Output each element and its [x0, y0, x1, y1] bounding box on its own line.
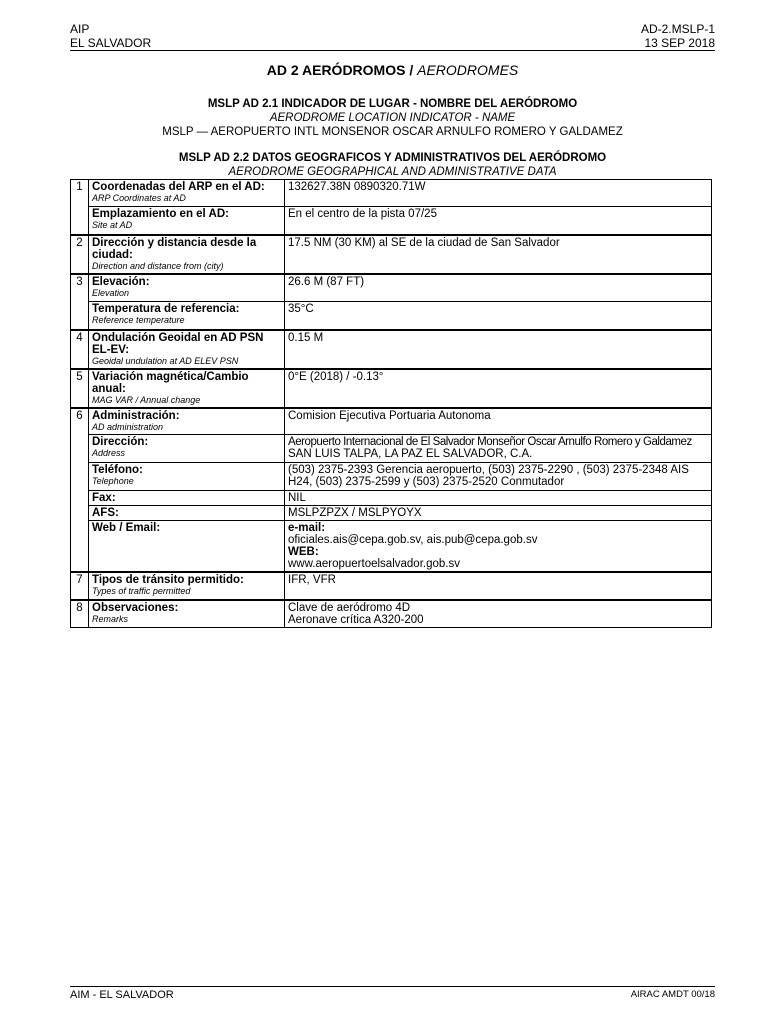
- row-number: 8: [71, 600, 89, 628]
- table-row: [71, 330, 712, 369]
- footer-divider: [70, 986, 715, 987]
- row-number: 1: [71, 180, 89, 235]
- email-value: oficiales.ais@cepa.gob.sv, ais.pub@cepa.gob.sv: [288, 534, 538, 546]
- data-table: [70, 179, 712, 628]
- header-aip: AIP: [70, 22, 90, 36]
- table-row: [71, 435, 712, 463]
- web-value: www.aeropuertoelsalvador.gob.sv: [288, 558, 460, 570]
- row-label: Dirección y distancia desde la ciudad: Direction and distance from (city): [89, 235, 285, 274]
- table-row: [71, 369, 712, 408]
- page-footer: [70, 989, 715, 1001]
- row-value: Aeropuerto Internacional de El Salvador Monseñor Oscar Arnulfo Romero y Galdamez SAN LUIS TALPA, LA PAZ EL SALVADOR, C.A.: [285, 435, 712, 463]
- row-value: NIL: [285, 491, 712, 506]
- title-en: AERODROMES: [417, 62, 519, 78]
- row-value: 26.6 M (87 FT): [285, 274, 712, 302]
- header-date: 13 SEP 2018: [644, 36, 715, 50]
- row-label: Ondulación Geoidal en AD PSN EL-EV: Geoidal undulation at AD ELEV PSN: [89, 330, 285, 369]
- row-value: 0°E (2018) / -0.13°: [285, 369, 712, 408]
- header-divider: [70, 50, 715, 51]
- section-2: [70, 151, 715, 179]
- row-label: Variación magnética/Cambio anual: MAG VAR / Annual change: [89, 369, 285, 408]
- table-row: [71, 302, 712, 330]
- table-row: [71, 274, 712, 302]
- section-2-heading: MSLP AD 2.2 DATOS GEOGRAFICOS Y ADMINISTRATIVOS DEL AERÓDROMO: [178, 152, 607, 164]
- row-number: 4: [71, 330, 89, 369]
- row-label: Temperatura de referencia: Reference temperature: [89, 302, 285, 330]
- footer-left: AIM - EL SALVADOR: [70, 989, 174, 1001]
- table-row: [71, 408, 712, 435]
- section-1-heading-en: AERODROME LOCATION INDICATOR - NAME: [269, 112, 516, 124]
- table-row: [71, 572, 712, 600]
- row-label: Elevación: Elevation: [89, 274, 285, 302]
- header-country: EL SALVADOR: [70, 36, 152, 50]
- row-label: Dirección: Address: [89, 435, 285, 463]
- table-row: [71, 235, 712, 274]
- row-value: [285, 521, 712, 573]
- page-title: [70, 62, 715, 78]
- row-label: Coordenadas del ARP en el AD: ARP Coordinates at AD: [89, 180, 285, 207]
- row-label: Administración: AD administration: [89, 408, 285, 435]
- web-label: WEB:: [288, 546, 319, 558]
- row-number: 5: [71, 369, 89, 408]
- row-value: Clave de aeródromo 4D Aeronave crítica A320-200: [285, 600, 712, 628]
- row-number: 3: [71, 274, 89, 330]
- table-row: [71, 180, 712, 207]
- table-row: [71, 207, 712, 235]
- header-page-ref: AD-2.MSLP-1: [640, 22, 715, 36]
- row-value: IFR, VFR: [285, 572, 712, 600]
- table-row: [71, 463, 712, 491]
- footer-right: AIRAC AMDT 00/18: [630, 989, 715, 1000]
- row-number: 2: [71, 235, 89, 274]
- row-number: 7: [71, 572, 89, 600]
- page-header: [70, 22, 715, 50]
- table-row: [71, 506, 712, 521]
- row-label: Observaciones: Remarks: [89, 600, 285, 628]
- table-row: [71, 521, 712, 573]
- row-label: Emplazamiento en el AD: Site at AD: [89, 207, 285, 235]
- row-value: 0.15 M: [285, 330, 712, 369]
- row-label: Fax:: [89, 491, 285, 506]
- section-1-heading: MSLP AD 2.1 INDICADOR DE LUGAR - NOMBRE DEL AERÓDROMO: [207, 98, 578, 110]
- row-value: Comision Ejecutiva Portuaria Autonoma: [285, 408, 712, 435]
- row-value: 35°C: [285, 302, 712, 330]
- email-label: e-mail:: [288, 522, 326, 534]
- row-label: Tipos de tránsito permitido: Types of traffic permitted: [89, 572, 285, 600]
- title-es: AD 2 AERÓDROMOS: [266, 62, 406, 78]
- row-value: (503) 2375-2393 Gerencia aeropuerto, (503) 2375-2290 , (503) 2375-2348 AIS H24, (503) 2375-2599 y (503) 2375-2520 Conmutador: [285, 463, 712, 491]
- table-row: [71, 600, 712, 628]
- title-slash: /: [405, 62, 418, 78]
- section-2-heading-en: AERODROME GEOGRAPHICAL AND ADMINISTRATIVE DATA: [228, 166, 557, 178]
- row-label: AFS:: [89, 506, 285, 521]
- row-value: 17.5 NM (30 KM) al SE de la ciudad de San Salvador: [285, 235, 712, 274]
- section-1: [70, 97, 715, 139]
- table-row: [71, 491, 712, 506]
- row-value: MSLPZPZX / MSLPYOYX: [285, 506, 712, 521]
- section-1-value: MSLP — AEROPUERTO INTL MONSENOR OSCAR ARNULFO ROMERO Y GALDAMEZ: [162, 126, 623, 138]
- row-value: En el centro de la pista 07/25: [285, 207, 712, 235]
- row-label: Web / Email:: [89, 521, 285, 573]
- row-number: 6: [71, 408, 89, 573]
- row-value: 132627.38N 0890320.71W: [285, 180, 712, 207]
- row-label: Teléfono: Telephone: [89, 463, 285, 491]
